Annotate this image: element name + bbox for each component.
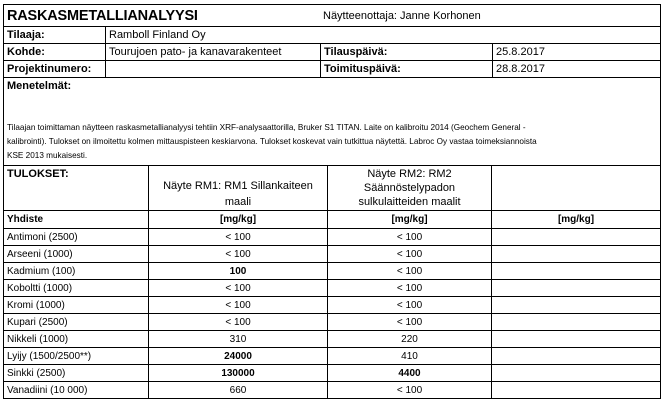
sample1-line-1: Näyte RM1: RM1 Sillankaiteen [163, 180, 313, 192]
delivery-date-value: 28.8.2017 [496, 63, 545, 75]
unit-sample2: [mg/kg] [328, 211, 492, 228]
compound-name: Sinkki (2500) [4, 365, 149, 381]
sample3-value [492, 314, 660, 330]
units-row [3, 211, 661, 229]
table-row [3, 297, 661, 314]
sample3-value [492, 365, 660, 381]
methods-line-1: Tilaajan toimittaman näytteen raskasmetallianalyysi tehtiin XRF-analysaattorilla, Bruker S1 TITAN. Laite on kalibroitu 2014 (Geochem General - [7, 123, 526, 132]
compound-name: Koboltti (1000) [4, 280, 149, 296]
sample1-value: < 100 [149, 297, 328, 313]
sample1-value: < 100 [149, 246, 328, 262]
methods-line-2: kalibrointi). Tulokset on ilmoitettu kolmen mittauspisteen keskiarvona. Tulokset koskevat vain tutkittua näytettä. Labroc Oy vastaa toimeksiannoista [7, 137, 537, 146]
compound-name: Antimoni (2500) [4, 229, 149, 245]
table-row [3, 314, 661, 331]
compound-name: Kupari (2500) [4, 314, 149, 330]
compound-name: Kadmium (100) [4, 263, 149, 279]
sample2-value: < 100 [328, 263, 492, 279]
subject-label: Kohde: [4, 44, 106, 60]
title-row [3, 4, 661, 27]
sample1-value: 660 [149, 382, 328, 398]
sample3-value [492, 348, 660, 364]
delivery-date-label: Toimituspäivä: [321, 61, 493, 77]
sample1-header [149, 166, 328, 210]
sample2-value: < 100 [328, 297, 492, 313]
sample3-value [492, 246, 660, 262]
table-row [3, 246, 661, 263]
methods-line-3: KSE 2013 mukaisesti. [7, 151, 88, 160]
sample2-value: 410 [328, 348, 492, 364]
order-date-value: 25.8.2017 [496, 46, 545, 58]
order-date-label: Tilauspäivä: [321, 44, 493, 60]
project-row [3, 61, 661, 78]
client-label: Tilaaja: [4, 27, 106, 43]
sample2-line-3: sulkulaitteiden maalit [358, 196, 461, 208]
compound-name: Lyijy (1500/2500**) [4, 348, 149, 364]
subject-value: Tourujoen pato- ja kanavarakenteet [106, 44, 321, 60]
subject-row [3, 44, 661, 61]
sample2-value: < 100 [328, 382, 492, 398]
sample2-line-1: Näyte RM2: RM2 [367, 168, 452, 180]
sample3-header [492, 166, 660, 210]
sample1-value: 24000 [149, 348, 328, 364]
sample3-value [492, 263, 660, 279]
sampler-label: Näytteenottaja: Janne Korhonen [323, 10, 481, 22]
table-row [3, 331, 661, 348]
compound-name: Vanadiini (10 000) [4, 382, 149, 398]
sample2-value: 220 [328, 331, 492, 347]
unit-sample3: [mg/kg] [557, 214, 595, 225]
sample1-value: 100 [149, 263, 328, 279]
sample2-value: < 100 [328, 246, 492, 262]
sample2-header [328, 166, 492, 210]
unit-sample1: [mg/kg] [149, 211, 328, 228]
sample3-value [492, 229, 660, 245]
compound-name: Kromi (1000) [4, 297, 149, 313]
table-row [3, 280, 661, 297]
sample1-value: 310 [149, 331, 328, 347]
sample2-value: < 100 [328, 229, 492, 245]
sample3-value [492, 331, 660, 347]
sample1-value: 130000 [149, 365, 328, 381]
table-row [3, 382, 661, 399]
results-label: TULOKSET: [4, 166, 149, 210]
compound-name: Nikkeli (1000) [4, 331, 149, 347]
sample1-value: < 100 [149, 314, 328, 330]
table-row [3, 348, 661, 365]
results-header-row [3, 166, 661, 211]
sample2-line-2: Säännöstelypadon [363, 182, 456, 194]
client-value: Ramboll Finland Oy [109, 29, 206, 41]
compound-name: Arseeni (1000) [4, 246, 149, 262]
methods-section [3, 78, 661, 166]
sample1-value: < 100 [149, 229, 328, 245]
table-row [3, 263, 661, 280]
sample2-value: < 100 [328, 280, 492, 296]
table-row [3, 229, 661, 246]
methods-label: Menetelmät: [7, 80, 72, 92]
sample1-value: < 100 [149, 280, 328, 296]
report-title: RASKASMETALLIANALYYSI [7, 8, 198, 24]
sample2-value: < 100 [328, 314, 492, 330]
sample2-value: 4400 [328, 365, 492, 381]
project-value [106, 61, 321, 77]
table-row [3, 365, 661, 382]
project-label: Projektinumero: [4, 61, 106, 77]
sample3-value [492, 382, 660, 398]
sample3-value [492, 280, 660, 296]
client-row [3, 27, 661, 44]
compound-header: Yhdiste [4, 211, 149, 228]
sample3-value [492, 297, 660, 313]
sample1-line-2: maali [224, 196, 252, 208]
